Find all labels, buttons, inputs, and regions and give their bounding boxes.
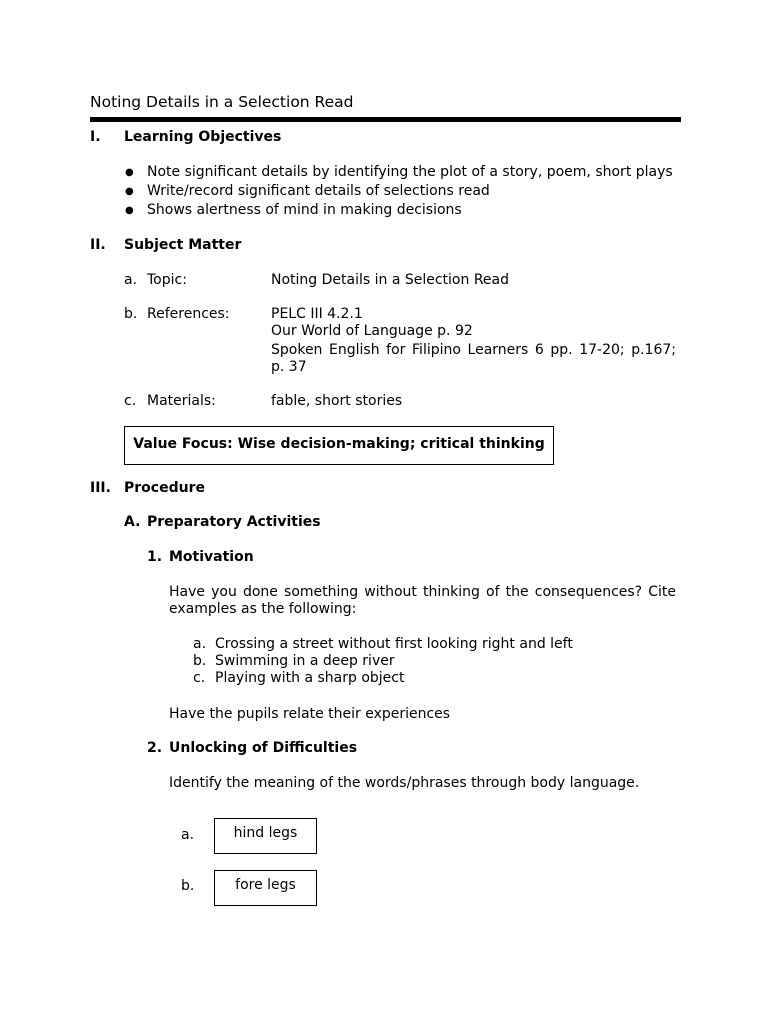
bullet-icon: ● [125, 167, 134, 178]
word-text: fore legs [235, 877, 296, 893]
word-text: hind legs [233, 825, 298, 841]
value-focus-text: Value Focus: Wise decision-making; critical thinking [133, 436, 545, 452]
section-numeral-procedure: III. [90, 480, 111, 496]
motivation-heading: Motivation [169, 549, 254, 565]
prep-letter: A. [124, 514, 141, 530]
example-letter: c. [193, 670, 206, 686]
unlocking-intro: Identify the meaning of the words/phrases through body language. [169, 775, 640, 791]
example-item: Playing with a sharp object [215, 670, 405, 686]
example-letter: b. [193, 653, 207, 669]
reference-line: Spoken English for Filipino Learners 6 pp. 17-20; p.167; [271, 342, 676, 358]
word-box [214, 870, 317, 906]
materials-letter: c. [124, 393, 137, 409]
page-title: Noting Details in a Selection Read [90, 93, 354, 111]
unlocking-heading: Unlocking of Difficulties [169, 740, 358, 756]
topic-value: Noting Details in a Selection Read [271, 272, 509, 288]
word-letter: a. [181, 827, 195, 843]
value-focus-box [124, 426, 554, 465]
section-heading-objectives: Learning Objectives [124, 129, 282, 145]
word-letter: b. [181, 878, 195, 894]
motivation-number: 1. [147, 549, 163, 565]
section-heading-subject: Subject Matter [124, 237, 242, 253]
references-letter: b. [124, 306, 138, 322]
topic-letter: a. [124, 272, 138, 288]
reference-line: p. 37 [271, 359, 307, 375]
materials-label: Materials: [147, 393, 216, 409]
references-label: References: [147, 306, 230, 322]
bullet-icon: ● [125, 186, 134, 197]
example-item: Swimming in a deep river [215, 653, 395, 669]
topic-label: Topic: [147, 272, 187, 288]
objective-item: Note significant details by identifying the plot of a story, poem, short plays [147, 164, 673, 180]
unlocking-number: 2. [147, 740, 163, 756]
title-rule [90, 117, 681, 122]
reference-line: PELC III 4.2.1 [271, 306, 363, 322]
materials-value: fable, short stories [271, 393, 403, 409]
objective-item: Shows alertness of mind in making decisions [147, 202, 462, 218]
motivation-closing: Have the pupils relate their experiences [169, 706, 451, 722]
prep-heading: Preparatory Activities [147, 514, 321, 530]
bullet-icon: ● [125, 205, 134, 216]
example-letter: a. [193, 636, 207, 652]
section-heading-procedure: Procedure [124, 480, 205, 496]
section-numeral-subject: II. [90, 237, 106, 253]
reference-line: Our World of Language p. 92 [271, 323, 473, 339]
example-item: Crossing a street without first looking right and left [215, 636, 573, 652]
motivation-intro: Have you done something without thinking of the consequences? Cite examples as the following: [169, 584, 676, 617]
word-box [214, 818, 317, 854]
section-numeral-objectives: I. [90, 129, 101, 145]
objective-item: Write/record significant details of selections read [147, 183, 490, 199]
